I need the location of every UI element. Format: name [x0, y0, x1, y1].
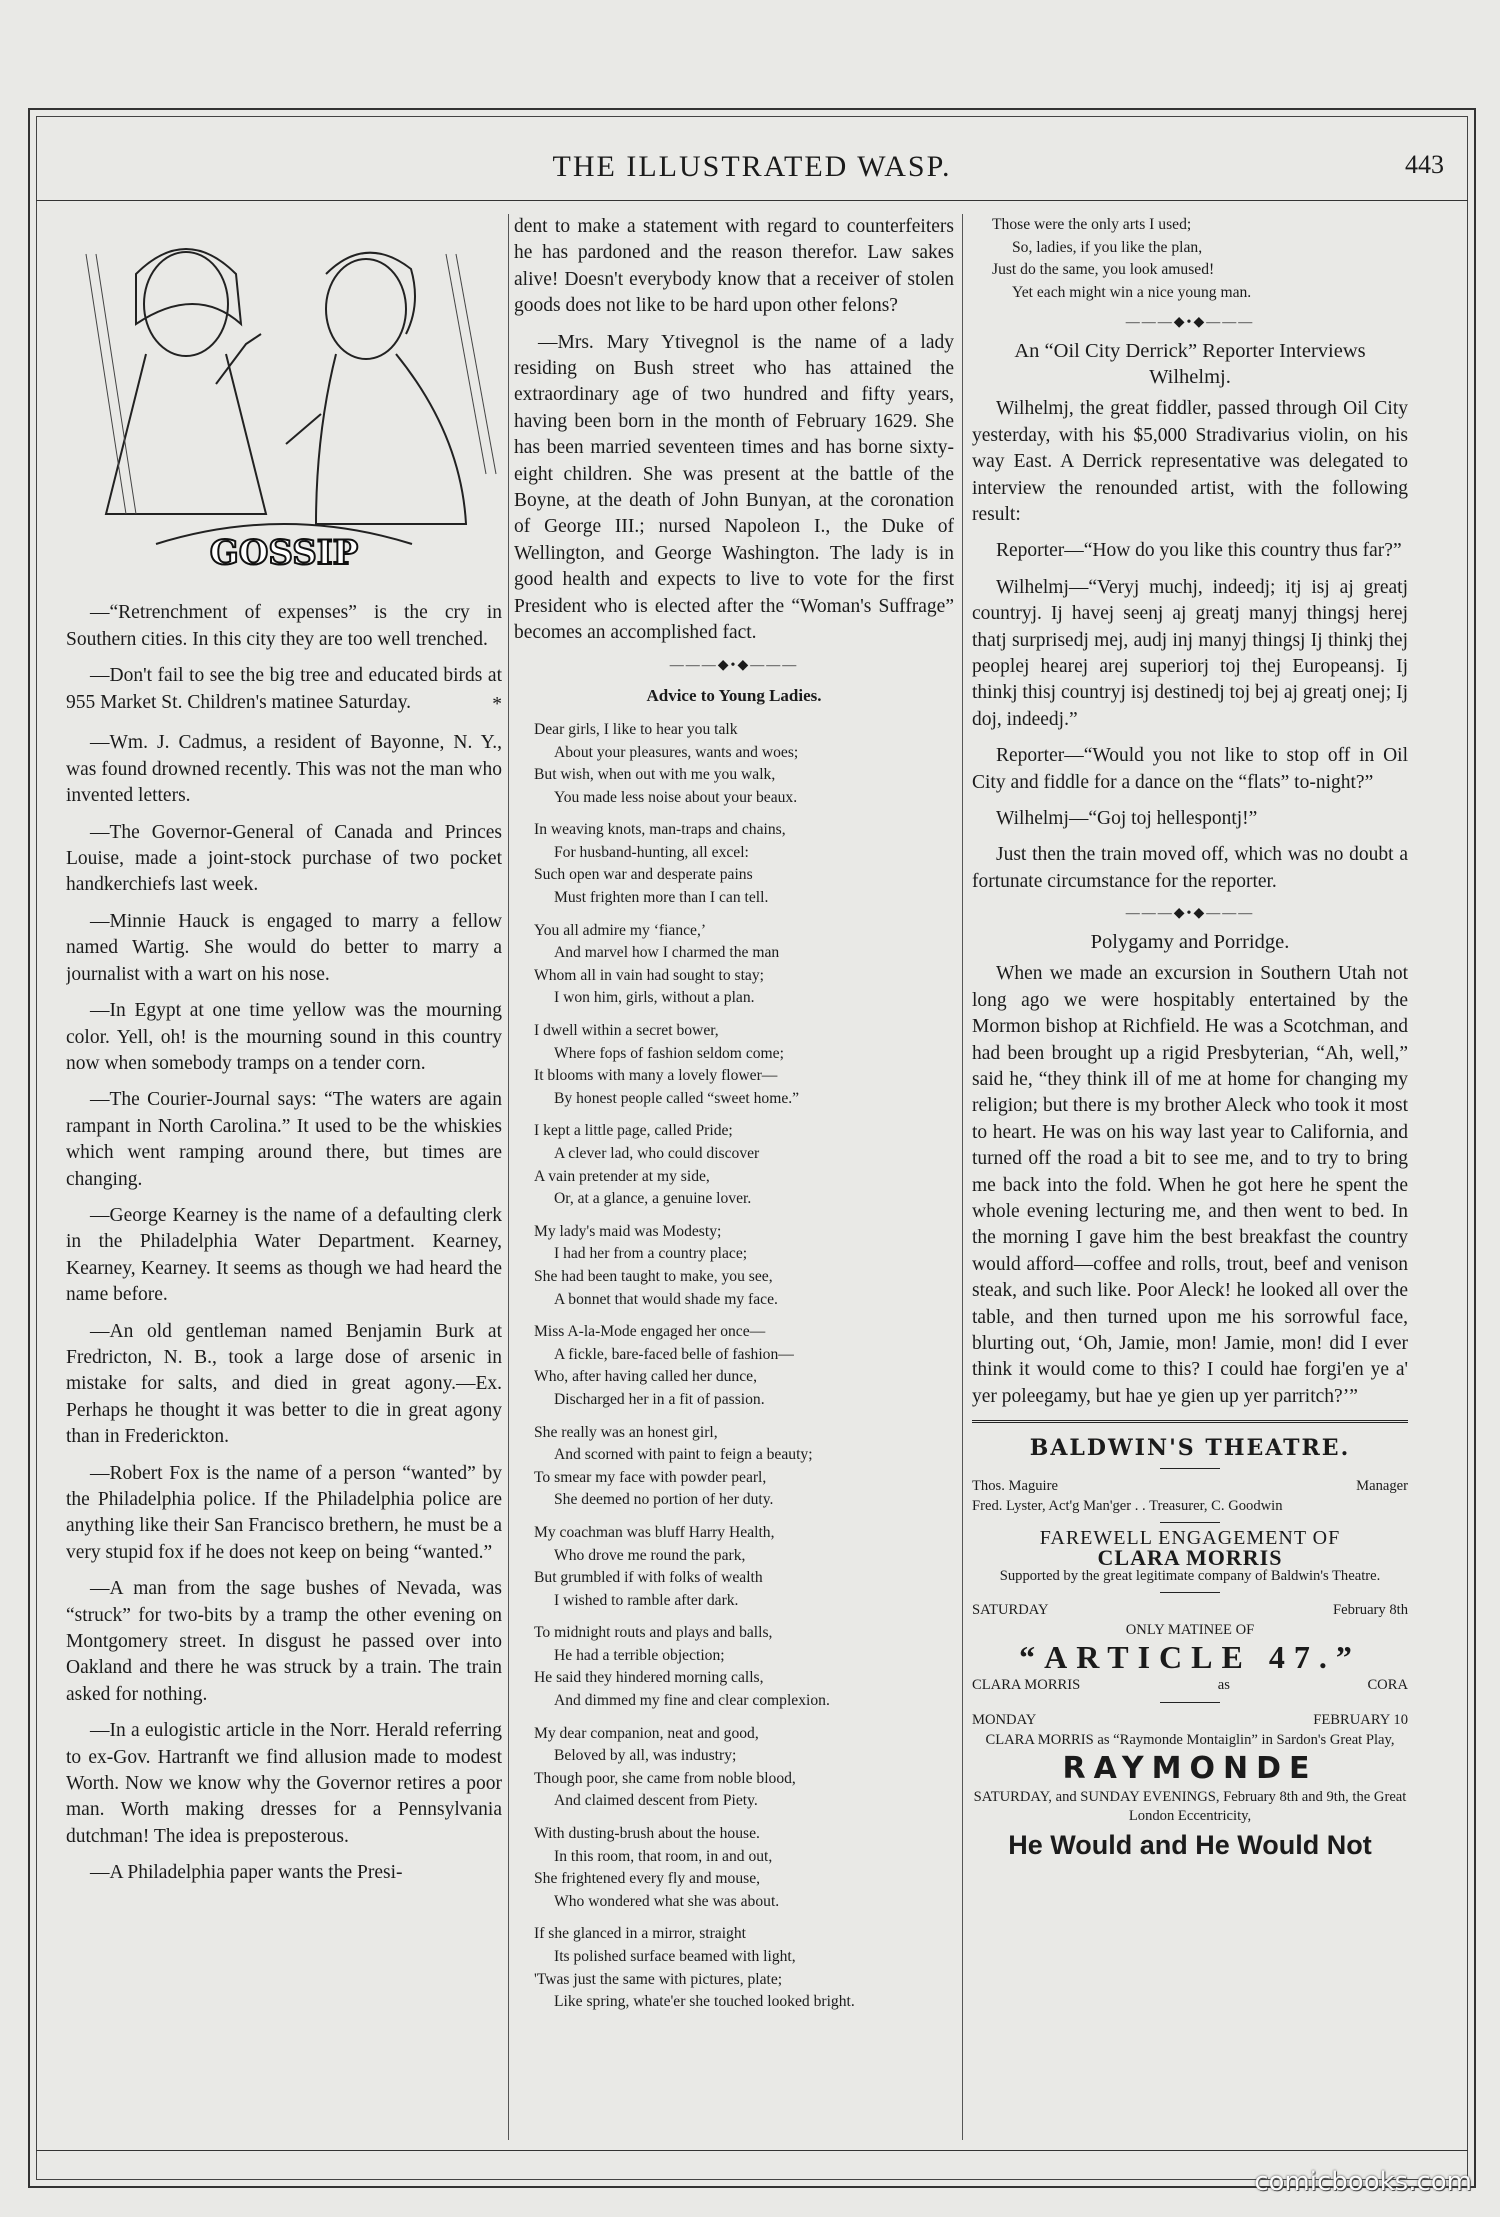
ornament-divider: ———◆•◆——— [1125, 906, 1255, 922]
poem-line: And claimed descent from Piety. [554, 1792, 758, 1810]
poem-line: For husband-hunting, all excel: [554, 843, 749, 861]
header-rule [36, 200, 1468, 201]
poem-line: Like spring, whate'er she touched looked bright. [554, 1993, 855, 2011]
poem-line: Who wondered what she was about. [554, 1892, 780, 1910]
gossip-item: —Don't fail to see the big tree and educated birds at 955 Market St. Children's matinee Saturday. [66, 665, 502, 713]
gossip-item: —An old gentleman named Benjamin Burk at Fredricton, N. B., took a large dose of arsenic in mistake for salts, and died in great agony.—Ex. Perhaps he thought it was better to die in great agony than in Frederickton. [66, 1320, 502, 1448]
poem-line: Yet each might win a nice young man. [1012, 283, 1252, 301]
gossip-item: —The Courier-Journal says: “The waters are again rampant in North Carolina.” It used to be the whiskies which went ramping around there, but times are changing. [66, 1089, 502, 1190]
gossip-item: —Wm. J. Cadmus, a resident of Bayonne, N. Y., was found drowned recently. This was not the man who invented letters. [66, 732, 502, 807]
poem-line: A bonnet that would shade my face. [554, 1290, 778, 1308]
poem-line: Discharged her in a fit of passion. [554, 1390, 765, 1408]
play-article-47: “ARTICLE 47.” [1019, 1638, 1361, 1675]
poem-line: My coachman was bluff Harry Health, [534, 1523, 775, 1541]
poem-stanza [514, 1723, 954, 1813]
poem-line: I dwell within a secret bower, [534, 1022, 719, 1040]
poem-stanza [972, 214, 1408, 304]
staff-line: Fred. Lyster, Act'g Man'ger . . Treasurer, C. Goodwin [972, 1497, 1283, 1514]
ornament-divider: ———◆•◆——— [669, 657, 799, 673]
sunday-line: SATURDAY, and SUNDAY EVENINGS, February 8th and 9th, the Great London Eccentricity, [973, 1789, 1407, 1825]
poem-line: And marvel how I charmed the man [554, 944, 780, 962]
article-title-wilhelmj: An “Oil City Derrick” Reporter Interviews Wilhelmj. [1014, 340, 1366, 389]
poem-line: By honest people called “sweet home.” [554, 1089, 800, 1107]
poem-line: Such open war and desperate pains [534, 866, 753, 884]
poem-line: It blooms with many a lovely flower— [534, 1067, 778, 1085]
poem-line: And scorned with paint to feign a beauty; [554, 1446, 813, 1464]
poem-line: You all admire my ‘fiance,’ [534, 921, 707, 939]
poem-line: He said they hindered morning calls, [534, 1669, 764, 1687]
poem-line: I wished to ramble after dark. [554, 1591, 739, 1609]
article-paragraph: Reporter—“How do you like this country thus far?” [996, 540, 1402, 562]
gossip-item: —In a eulogistic article in the Norr. Herald referring to ex-Gov. Hartranft we find allusion made to modest Worth. Now we know why the Governor retires a poor man. Worth making dresses for a Pennsylvania dutchman! The idea is preposterous. [66, 1720, 502, 1847]
poem-line: He had a terrible objection; [554, 1646, 725, 1664]
poem-line: She had been taught to make, you see, [534, 1267, 773, 1285]
poem-line: If she glanced in a mirror, straight [534, 1925, 746, 1943]
poem-line: With dusting-brush about the house. [534, 1825, 760, 1843]
column-divider [508, 214, 509, 2140]
poem-stanza [514, 1120, 954, 1210]
date-label: FEBRUARY 10 [1313, 1712, 1408, 1728]
raymonde-line: CLARA MORRIS as “Raymonde Montaiglin” in Sardon's Great Play, [985, 1732, 1395, 1748]
gossip-item: —“Retrenchment of expenses” is the cry in Southern cities. In this city they are too well trenched. [66, 602, 502, 650]
poem-line: Dear girls, I like to hear you talk [534, 720, 738, 738]
column-2 [514, 214, 954, 2140]
poem-line: But grumbled if with folks of wealth [534, 1569, 763, 1587]
star-name: CLARA MORRIS [1097, 1544, 1283, 1570]
matinee-line: ONLY MATINEE OF [1125, 1621, 1255, 1638]
poem-stanza [514, 819, 954, 909]
article-paragraph: Wilhelmj—“Goj toj hellespontj!” [996, 808, 1258, 830]
poem-line: Its polished surface beamed with light, [554, 1948, 796, 1965]
page-number: 443 [1405, 150, 1444, 179]
poem-line: To midnight routs and plays and balls, [534, 1624, 773, 1642]
gossip-item: —A man from the sage bushes of Nevada, was “struck” for two-bits by a tramp the other evening on Montgomery street. In disgust he passed over into Oakland and there he was struck by a train. The train asked for nothing. [66, 1578, 502, 1705]
poem-stanza [514, 1923, 954, 2013]
poem-line: Just do the same, you look amused! [992, 261, 1215, 279]
poem-line: You made less noise about your beaux. [554, 788, 798, 806]
poem-line: A clever lad, who could discover [554, 1145, 760, 1162]
poem-line: I kept a little page, called Pride; [534, 1122, 733, 1140]
cast-as: as [1217, 1677, 1230, 1693]
poem-line: My lady's maid was Modesty; [534, 1222, 722, 1240]
poem-line: 'Twas just the same with pictures, plate; [534, 1970, 783, 1988]
poem-stanza [514, 920, 954, 1010]
poem-line: Though poor, she came from noble blood, [534, 1769, 796, 1787]
article-paragraph: Reporter—“Would you not like to stop off in Oil City and fiddle for a dance on the “flats” to-night?” [972, 745, 1408, 793]
play-he-would: He Would and He Would Not [1008, 1830, 1372, 1861]
cast-role: CORA [1367, 1677, 1408, 1693]
poem-line: She deemed no portion of her duty. [554, 1491, 774, 1509]
poem-line: Must frighten more than I can tell. [554, 889, 769, 907]
advert-rule [972, 1420, 1408, 1423]
page-header [36, 150, 1468, 190]
poem-stanza [514, 1020, 954, 1110]
short-rule [1160, 1468, 1220, 1469]
date-label: February 8th [1333, 1601, 1408, 1618]
poem-line: I had her from a country place; [554, 1245, 748, 1263]
poem-line: In weaving knots, man-traps and chains, [534, 821, 786, 839]
gossip-item: —In Egypt at one time yellow was the mourning color. Yell, oh! is the mourning sound in this country now when somebody tramps on a tender corn. [66, 1000, 502, 1074]
bottom-rule [36, 2150, 1468, 2151]
manager-name: Thos. Maguire [972, 1477, 1058, 1494]
poem-line: Those were the only arts I used; [992, 216, 1192, 233]
poem-line: So, ladies, if you like the plan, [1012, 238, 1203, 256]
day-label: MONDAY [972, 1712, 1037, 1728]
poem-line: Or, at a glance, a genuine lover. [554, 1190, 752, 1208]
gossip-item: —Mrs. Mary Ytivegnol is the name of a lady residing on Bush street who has attained the extraordinary age of two hundred and fifty years, having been born in the month of February 1629. She has been married seventeen times and has borne sixty-eight children. She was present at the battle of the Boyne, at the death of John Bunyan, at the coronation of George III.; nursed Napoleon I., the Duke of Wellington, and George Washington. The lady is in good health and expects to live to vote for the first President who is elected after the “Woman's Suffrage” becomes an accomplished fact. [514, 331, 954, 644]
ornament-divider: ———◆•◆——— [1125, 315, 1255, 331]
gossip-item: —Minnie Hauck is engaged to marry a fellow named Wartig. She would do better to marry a journalist with a wart on his nose. [66, 910, 502, 985]
gossip-item: —A Philadelphia paper wants the Presi- [90, 1862, 403, 1884]
article-paragraph: Wilhelmj, the great fiddler, passed through Oil City yesterday, with his $5,000 Stradivarius violin, on his way East. A Derrick representative was delegated to interview the renounded artist, with the following result: [972, 398, 1408, 525]
poem-line: I won him, girls, without a plan. [554, 989, 755, 1007]
poem-line: My dear companion, neat and good, [534, 1724, 759, 1742]
short-rule [1160, 1702, 1220, 1703]
poem-line: Who, after having called her dunce, [534, 1368, 757, 1386]
poem-title: Advice to Young Ladies. [646, 685, 822, 705]
article-paragraph: Wilhelmj—“Veryj muchj, indeedj; itj isj aj greatj countryj. Ij havej seenj aj greatj manyj thingsj herej thatj surprisedj mej, audj inj manyj thingsj Ij thinkj thej peoplej hearej arej superiorj toj thej Europeansj. Ij thinkj thisj countryj isj destinedj toj bej aj greatj onej; Ij doj, indeedj.” [972, 576, 1408, 730]
star-mark: * [492, 694, 502, 716]
gossip-item: —The Governor-General of Canada and Princes Louise, made a joint-stock purchase of two pocket handkerchiefs last week. [66, 821, 502, 896]
poem-line: Beloved by all, was industry; [554, 1747, 737, 1765]
column-3 [972, 214, 1408, 2140]
gossip-item: —Robert Fox is the name of a person “wanted” by the Philadelphia police. If the Philadelphia police are anything like their San Francisco brethern, he must be a very stupid fox if he does not keep on being “wanted.” [66, 1462, 502, 1563]
monday-line [972, 1709, 1408, 1731]
column-divider [962, 214, 963, 2140]
poem-stanza [514, 1422, 954, 1512]
poem-stanza [514, 1522, 954, 1612]
poem-line: Whom all in vain had sought to stay; [534, 966, 764, 984]
farewell-line: FAREWELL ENGAGEMENT OF [1039, 1526, 1341, 1549]
theatre-name: BALDWIN'S THEATRE. [1029, 1435, 1351, 1462]
gossip-item: dent to make a statement with regard to counterfeiters he has pardoned and the reason therefor. Law sakes alive! Doesn't everybody know that a receiver of stolen goods does not like to be hard upon other felons? [514, 216, 954, 317]
poem-line: About your pleasures, wants and woes; [554, 743, 799, 761]
poem-line: To smear my face with powder pearl, [534, 1468, 767, 1486]
supported-line: Supported by the great legitimate company of Baldwin's Theatre. [999, 1567, 1381, 1584]
poem-line: She really was an honest girl, [534, 1423, 718, 1441]
poem-line: In this room, that room, in and out, [554, 1847, 773, 1865]
day-label: SATURDAY [972, 1601, 1049, 1618]
poem-stanza [514, 1321, 954, 1411]
gossip-item: —George Kearney is the name of a defaulting clerk in the Philadelphia Water Department. Kearney, Kearney, Kearney. It seems as though we had heard the name before. [66, 1204, 502, 1306]
cast-actor: CLARA MORRIS [972, 1677, 1081, 1693]
manager-role: Manager [1356, 1477, 1408, 1494]
publication-title: THE ILLUSTRATED WASP. [552, 150, 952, 183]
gossip-illustration [66, 214, 502, 584]
poem-line: And dimmed my fine and clear complexion. [554, 1692, 830, 1710]
article-paragraph: When we made an excursion in Southern Utah not long ago we were hospitably entertained by the Mormon bishop at Richfield. He was a Scotchman, and had been brought up a rigid Presbyterian, “Ah, well,” said he, “they think ill of me at home for changing my religion; but there is my brother Aleck who took it most to heart. He was on his way last year to California, and turned off the road a bit to see me, and to try to bring me back into the fold. When he got here he spent the whole evening lecturing me, and then went to bed. In the morning I gave him the best breakfast the country would afford—coffee and rolls, trout, beef and venison steak, and such like. Poor Aleck! he looked all over the table, and then turned upon me his sorrowful face, blurting out, ‘Oh, Jamie, mon! Jamie, mon! did I ever think it would come to this? I could hae forgi'en ye a' yer poleegamy, but hae ye gien up yer parritch?’” [972, 963, 1408, 1407]
article-title-polygamy: Polygamy and Porridge. [1090, 931, 1290, 954]
poem-stanza [514, 1622, 954, 1712]
poem-stanza [514, 1221, 954, 1311]
poem-line: Who drove me round the park, [554, 1546, 746, 1564]
poem-line: But wish, when out with me you walk, [534, 766, 776, 784]
theatre-advertisement [972, 1435, 1408, 1859]
short-rule [1160, 1522, 1220, 1523]
manager-line [972, 1475, 1408, 1497]
poem-line: She frightened every fly and mouse, [534, 1870, 761, 1888]
cast-line [972, 1674, 1408, 1696]
poem-line: A fickle, bare-faced belle of fashion— [554, 1345, 794, 1363]
poem-stanza [514, 719, 954, 809]
play-raymonde: RAYMONDE [1062, 1751, 1318, 1786]
poem-line: Where fops of fashion seldom come; [554, 1044, 784, 1062]
article-paragraph: Just then the train moved off, which was no doubt a fortunate circumstance for the reporter. [972, 844, 1408, 892]
poem-line: Miss A-la-Mode engaged her once— [534, 1323, 766, 1341]
gossip-label: GOSSIP [209, 533, 359, 573]
short-rule [1160, 1592, 1220, 1593]
saturday-line [972, 1599, 1408, 1621]
poem-line: A vain pretender at my side, [534, 1167, 710, 1185]
watermark: comicbooks.com [1254, 2167, 1472, 2197]
column-1 [66, 214, 502, 2140]
poem-stanza [514, 1823, 954, 1913]
